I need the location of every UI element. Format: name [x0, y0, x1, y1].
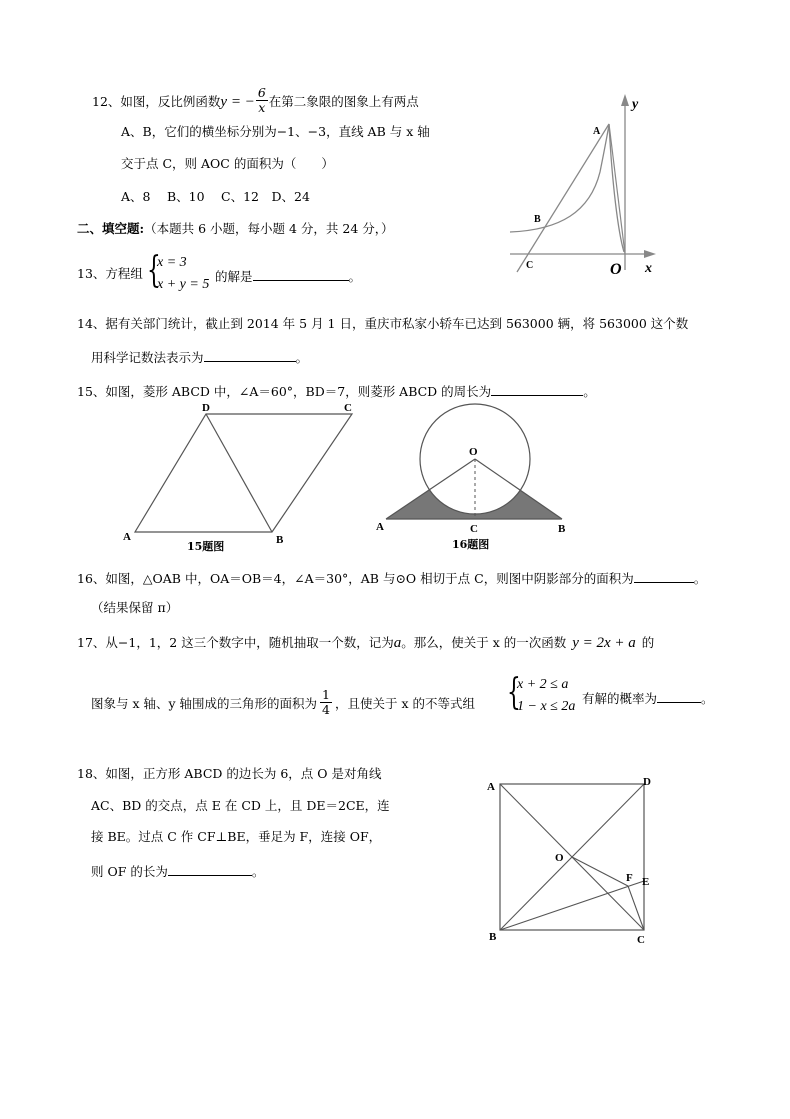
q13-pre: 方程组: [105, 266, 143, 281]
q13-brace: {: [147, 250, 161, 291]
q17-line2: [91, 687, 475, 719]
section2-header: [77, 223, 394, 236]
q17-inequality-system: [507, 672, 587, 717]
q17-ineq2: 1 − x ≤ 2a: [517, 699, 576, 714]
section2-desc: （本题共 6 小题，每小题 4 分，共 24 分，）: [144, 221, 394, 236]
q13-number: 13、: [77, 266, 106, 281]
q15-caption: 15题图: [187, 540, 225, 553]
q16-end: 。: [693, 571, 707, 586]
q16-label-a: A: [376, 521, 384, 533]
q12-line2: A、B，它们的横坐标分别为−1、−3，直线 AB 与 x 轴: [121, 124, 430, 139]
q17-line1-post: 的: [641, 635, 655, 650]
q17-tail: [582, 690, 714, 706]
q16-figure: [372, 402, 572, 552]
q13-system: [147, 250, 217, 295]
q13-line: [77, 268, 143, 281]
q17-line1-mid: 。那么，使关于 x 的一次函数: [401, 635, 567, 650]
q17-line2-mid: ，且使关于 x 的不等式组: [335, 695, 475, 711]
q12-frac-num: 6: [257, 85, 266, 100]
q18-end: 。: [251, 864, 265, 879]
q18-label-b: B: [489, 931, 497, 943]
q15-line: [77, 383, 596, 399]
q18-line2: AC、BD 的交点，点 E 在 CD 上，且 DE＝2CE，连: [91, 798, 390, 813]
q16-line1: [77, 570, 706, 586]
q18-label-o: O: [555, 852, 564, 864]
q17-line1: [77, 636, 654, 651]
q15-label-b: B: [276, 534, 284, 546]
q16-shaded-region: [386, 459, 562, 519]
q16-line2: （结果保留 π）: [91, 600, 179, 615]
q14-line1: 14、据有关部门统计，截止到 2014 年 5 月 1 日，重庆市私家小轿车已达到 563000 辆，将 563000 这个数: [77, 316, 689, 331]
q13-post: 的解是: [215, 269, 253, 284]
q18-segment-of: [572, 857, 628, 886]
q17-answer-blank: [657, 690, 701, 703]
q12-segment-ao: [609, 124, 625, 254]
q12-label-o: O: [610, 261, 622, 278]
q18-line4-text: 则 OF 的长为: [91, 864, 168, 879]
q16-label-o: O: [469, 446, 478, 458]
q15-diagonal-bd: [206, 414, 272, 532]
q18-label-a: A: [487, 781, 495, 793]
q18-line1: 18、如图，正方形 ABCD 的边长为 6，点 O 是对角线: [77, 766, 382, 781]
q12-x-arrow: [644, 250, 656, 258]
q12-fraction: [256, 86, 268, 115]
q12-func-lhs: y = −: [220, 93, 255, 110]
q18-line3: 接 BE。过点 C 作 CF⊥BE，垂足为 F，连接 OF，: [91, 829, 382, 844]
q17-function: y = 2x + a: [572, 635, 636, 651]
q17-line2-post: 有解的概率为: [582, 691, 658, 706]
q16-label-b: B: [558, 523, 566, 535]
q12-label-b: B: [534, 214, 541, 225]
q14-end: 。: [295, 350, 309, 365]
q14-line2-text: 用科学记数法表示为: [91, 350, 204, 365]
q17-brace: {: [507, 672, 521, 713]
q18-segment-be: [500, 881, 644, 930]
q18-segment-cf: [628, 886, 644, 930]
q13-end: 。: [348, 269, 362, 284]
q17-frac-num: 1: [322, 687, 330, 702]
q18-figure: [485, 772, 665, 947]
q16-answer-blank: [634, 570, 694, 583]
q14-line2: [91, 349, 308, 365]
q15-end: 。: [583, 384, 596, 399]
q18-label-c: C: [637, 934, 645, 946]
section2-title: 二、填空题:: [77, 221, 145, 236]
q15-text: 15、如图，菱形 ABCD 中，∠A＝60°，BD＝7，则菱形 ABCD 的周长为: [77, 384, 492, 399]
q12-options: A、8 B、10 C、12 D、24: [121, 189, 310, 204]
q12-figure: [500, 92, 670, 282]
q18-label-e: E: [642, 876, 650, 888]
q18-label-f: F: [626, 872, 633, 884]
q12-text-pre: 如图，反比例函数: [120, 93, 221, 109]
q13-eq2: x + y = 5: [157, 277, 210, 292]
q17-line1-pre: 17、从−1，1，2 这三个数字中，随机抽取一个数，记为: [77, 635, 394, 650]
q16-text: 16、如图，△OAB 中，OA＝OB＝4，∠A＝30°，AB 与⊙O 相切于点 C，则图中阴影部分的面积为: [77, 571, 634, 586]
q12-text-post: 在第二象限的图象上有两点: [268, 93, 419, 109]
q16-label-c: C: [470, 523, 478, 535]
q15-label-c: C: [344, 402, 352, 414]
q12-y-arrow: [621, 94, 629, 106]
q15-label-d: D: [202, 402, 210, 414]
q17-line2-pre: 图象与 x 轴、y 轴围成的三角形的面积为: [91, 695, 318, 711]
q12-label-y: y: [632, 97, 639, 112]
q18-answer-blank: [168, 863, 252, 876]
q13-tail: [215, 268, 361, 284]
q12-frac-den: x: [258, 99, 266, 115]
q12-line-ab: [517, 124, 609, 272]
q17-ineq1: x + 2 ≤ a: [517, 677, 569, 692]
q13-answer-blank: [253, 268, 349, 281]
q12-label-c: C: [526, 260, 534, 271]
q18-label-d: D: [643, 776, 651, 788]
q13-eq1: x = 3: [157, 255, 187, 270]
q15-rhombus: [135, 414, 352, 532]
q17-var-a: a: [393, 635, 402, 651]
q15-answer-blank: [491, 383, 583, 396]
q15-figure: [120, 400, 360, 553]
q12-line1: [92, 85, 419, 117]
q12-line3: 交于点 C，则 AOC 的面积为（ ）: [121, 156, 334, 171]
q17-frac-den: 4: [322, 701, 330, 717]
q17-fraction: [320, 688, 332, 717]
q16-caption: 16题图: [452, 538, 490, 551]
q18-line4: [91, 863, 264, 879]
q12-hyperbola: [510, 124, 624, 252]
q12-number: 12、: [92, 93, 121, 109]
q14-answer-blank: [204, 349, 296, 362]
q15-label-a: A: [123, 531, 131, 543]
q12-label-a: A: [593, 126, 601, 137]
q17-end: 。: [701, 691, 714, 706]
q12-label-x: x: [645, 261, 652, 276]
